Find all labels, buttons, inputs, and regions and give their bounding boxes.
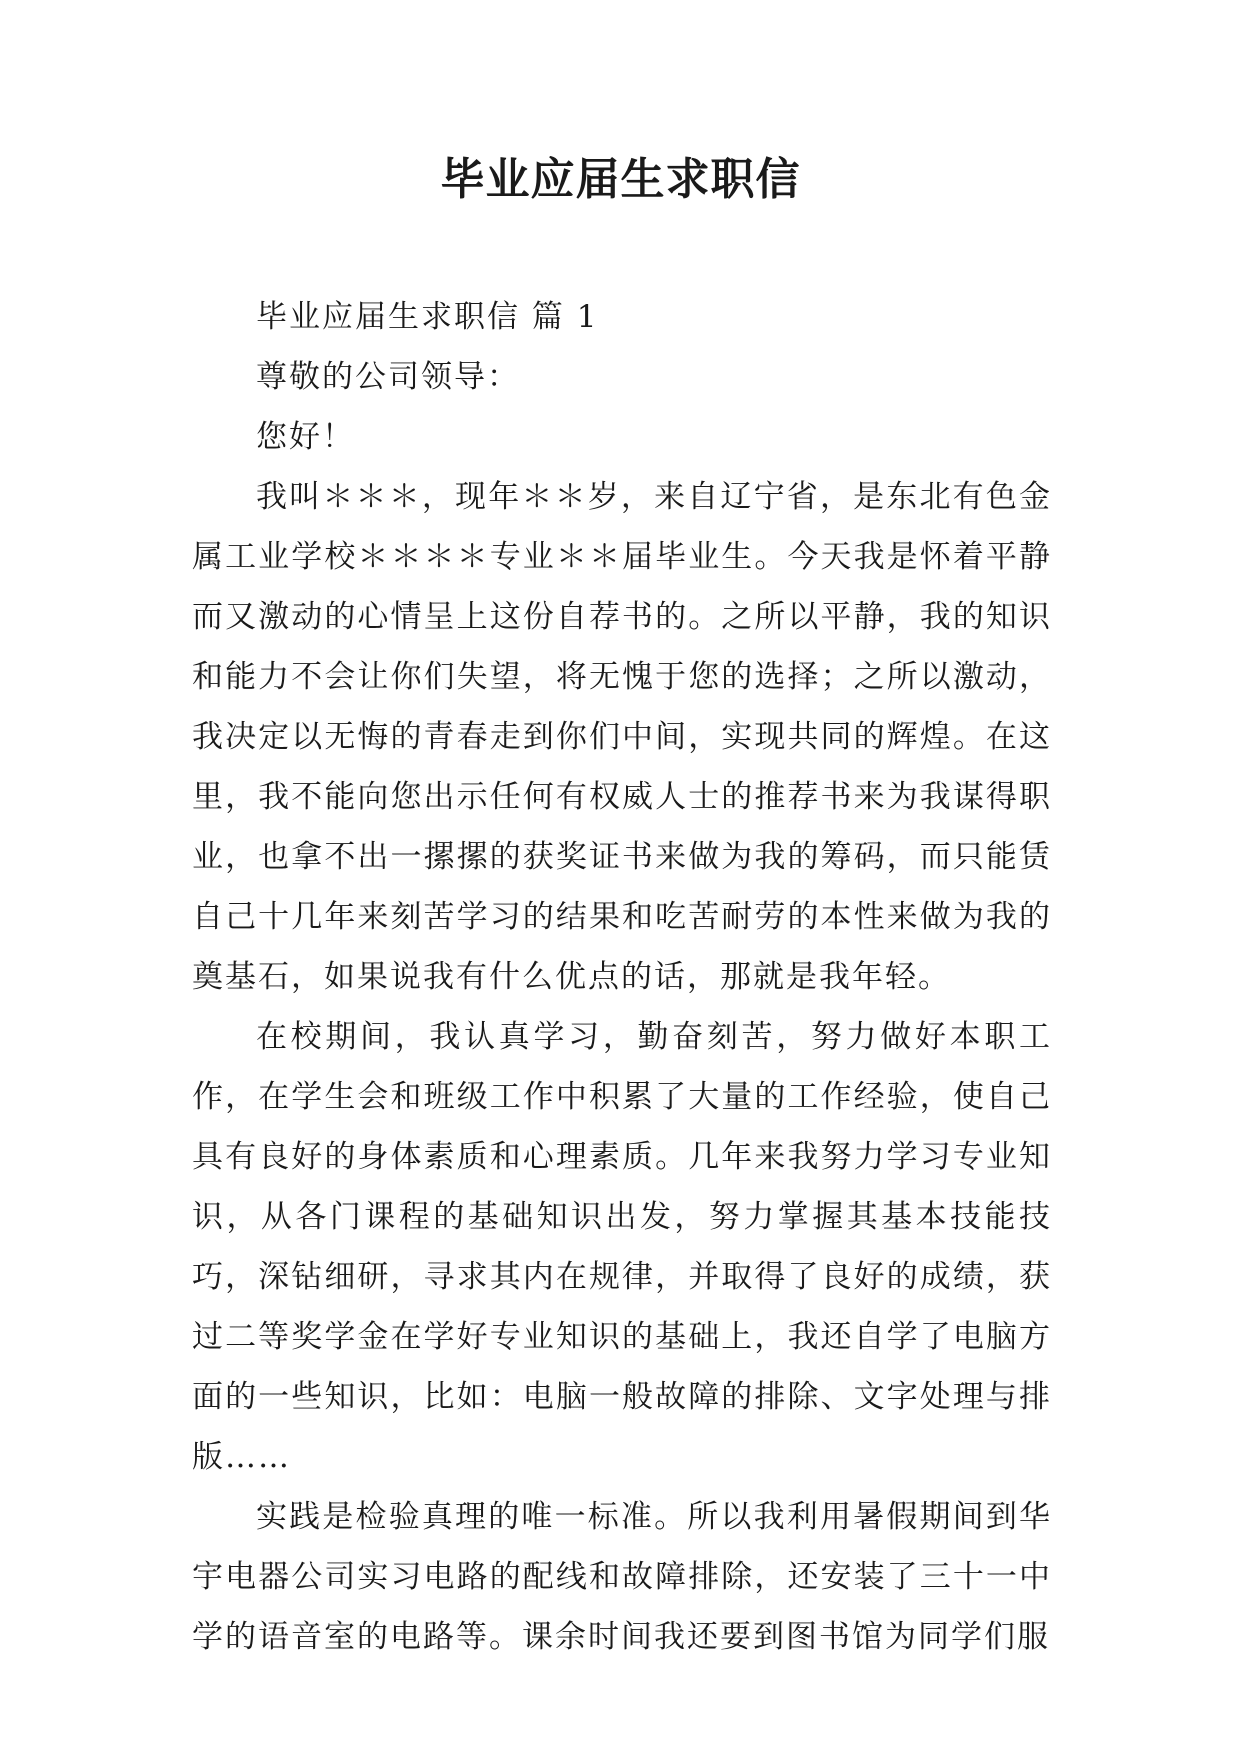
body-paragraph: 我叫＊＊＊，现年＊＊岁，来自辽宁省，是东北有色金属工业学校＊＊＊＊专业＊＊届毕业生。今天我是怀着平静而又激动的心情呈上这份自荐书的。之所以平静，我的知识和能力不会让你们失望，将无愧于您的选择；之所以激动，我决定以无悔的青春走到你们中间，实现共同的辉煌。在这里，我不能向您出示任何有权威人士的推荐书来为我谋得职业，也拿不出一摞摞的获奖证书来做为我的筹码，而只能赁自己十几年来刻苦学习的结果和吃苦耐劳的本性来做为我的奠基石，如果说我有什么优点的话，那就是我年轻。 (192, 479, 1052, 995)
document-title: 毕业应届生求职信 (440, 154, 801, 205)
body-paragraph: 在校期间，我认真学习，勤奋刻苦，努力做好本职工作，在学生会和班级工作中积累了大量的工作经验，使自己具有良好的身体素质和心理素质。几年来我努力学习专业知识，从各门课程的基础知识出发，努力掌握其基本技能技巧，深钻细研，寻求其内在规律，并取得了良好的成绩，获过二等奖学金在学好专业知识的基础上，我还自学了电脑方面的一些知识，比如：电脑一般故障的排除、文字处理与排版…… (192, 1019, 1052, 1475)
salutation: 尊敬的公司领导： (256, 359, 520, 395)
body-paragraph: 实践是检验真理的唯一标准。所以我利用暑假期间到华宇电器公司实习电路的配线和故障排除，还安装了三十一中学的语音室的电路等。课余时间我还要到图书馆为同学们服 (192, 1499, 1052, 1655)
section-heading: 毕业应届生求职信 篇 1 (256, 299, 599, 335)
greeting: 您好！ (256, 419, 355, 455)
document-body (192, 287, 1052, 1667)
